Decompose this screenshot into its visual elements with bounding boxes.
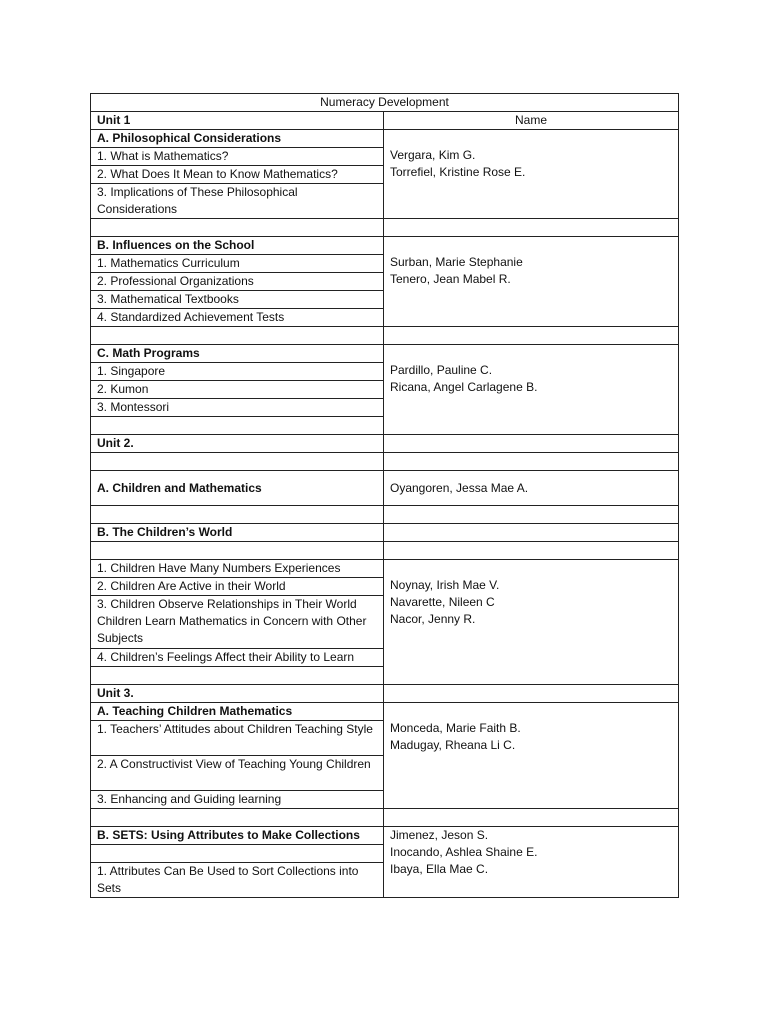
unit2-section-a-heading: A. Children and Mathematics [91, 471, 384, 506]
unit3-section-b-names [384, 827, 679, 898]
student-name: Noynay, Irish Mae V. [390, 578, 500, 592]
student-name: Jimenez, Jeson S. [390, 828, 489, 842]
unit1-section-b-names [384, 237, 679, 327]
student-name: Navarette, Nileen C [390, 595, 495, 609]
table-row-empty [91, 453, 679, 471]
unit2-section-b-heading: B. The Children’s World [91, 524, 384, 542]
table-row-empty [91, 327, 679, 345]
table-row-empty [91, 809, 679, 827]
unit2-section-b-names [384, 560, 679, 685]
student-name: Pardillo, Pauline C. [390, 363, 493, 377]
list-item: 1. Singapore [91, 363, 384, 381]
student-name: Surban, Marie Stephanie [390, 255, 523, 269]
unit2-section-a-names [384, 471, 679, 506]
list-item: 2. Kumon [91, 381, 384, 399]
student-name: Vergara, Kim G. [390, 148, 476, 162]
list-item: 1. Mathematics Curriculum [91, 255, 384, 273]
student-name: Oyangoren, Jessa Mae A. [390, 480, 529, 495]
list-item: 2. Professional Organizations [91, 273, 384, 291]
table-row [91, 703, 679, 721]
unit1-section-b-heading: B. Influences on the School [91, 237, 384, 255]
list-item: 3. Montessori [91, 399, 384, 417]
unit1-label: Unit 1 [91, 112, 384, 130]
student-name: Ricana, Angel Carlagene B. [390, 380, 538, 394]
table-row [91, 471, 679, 506]
table-row-empty [91, 219, 679, 237]
list-item: 3. Mathematical Textbooks [91, 291, 384, 309]
document-title: Numeracy Development [91, 94, 679, 112]
table-row [91, 560, 679, 578]
student-name: Tenero, Jean Mabel R. [390, 272, 511, 286]
table-row [91, 827, 679, 845]
list-item: 3. Implications of These Philosophical Considerations [91, 184, 384, 219]
table-row-empty [91, 542, 679, 560]
student-name: Madugay, Rheana Li C. [390, 738, 516, 752]
table-row [91, 685, 679, 703]
list-item: 3. Enhancing and Guiding learning [91, 791, 384, 809]
numeracy-table [90, 93, 679, 898]
student-name: Torrefiel, Kristine Rose E. [390, 165, 526, 179]
unit3-section-a-names [384, 703, 679, 809]
unit3-section-b-heading: B. SETS: Using Attributes to Make Collections [91, 827, 384, 845]
unit3-section-a-heading: A. Teaching Children Mathematics [91, 703, 384, 721]
table-row [91, 524, 679, 542]
unit1-section-a-heading: A. Philosophical Considerations [91, 130, 384, 148]
table-row [91, 237, 679, 255]
unit1-section-c-heading: C. Math Programs [91, 345, 384, 363]
list-item: 2. What Does It Mean to Know Mathematics? [91, 166, 384, 184]
student-name: Ibaya, Ella Mae C. [390, 862, 489, 876]
list-item: 2. Children Are Active in their World [91, 578, 384, 596]
list-item: 4. Children’s Feelings Affect their Ability to Learn [91, 649, 384, 667]
unit2-label: Unit 2. [91, 435, 384, 453]
table-row [91, 112, 679, 130]
table-title-row [91, 94, 679, 112]
list-item: 1. Attributes Can Be Used to Sort Collections into Sets [91, 863, 384, 898]
name-column-header: Name [384, 112, 679, 130]
list-item: 3. Children Observe Relationships in Their World Children Learn Mathematics in Concern with Other Subjects [91, 596, 384, 649]
unit1-section-a-names [384, 130, 679, 219]
student-name: Monceda, Marie Faith B. [390, 721, 521, 735]
student-name: Inocando, Ashlea Shaine E. [390, 845, 538, 859]
student-name: Nacor, Jenny R. [390, 612, 476, 626]
list-item: 1. What is Mathematics? [91, 148, 384, 166]
table-row-empty [91, 506, 679, 524]
list-item: 2. A Constructivist View of Teaching Young Children [91, 756, 384, 791]
unit1-section-c-names [384, 345, 679, 435]
list-item: 4. Standardized Achievement Tests [91, 309, 384, 327]
list-item: 1. Teachers’ Attitudes about Children Teaching Style [91, 721, 384, 756]
table-row [91, 345, 679, 363]
table-row [91, 435, 679, 453]
unit3-label: Unit 3. [91, 685, 384, 703]
table-row [91, 130, 679, 148]
list-item: 1. Children Have Many Numbers Experiences [91, 560, 384, 578]
